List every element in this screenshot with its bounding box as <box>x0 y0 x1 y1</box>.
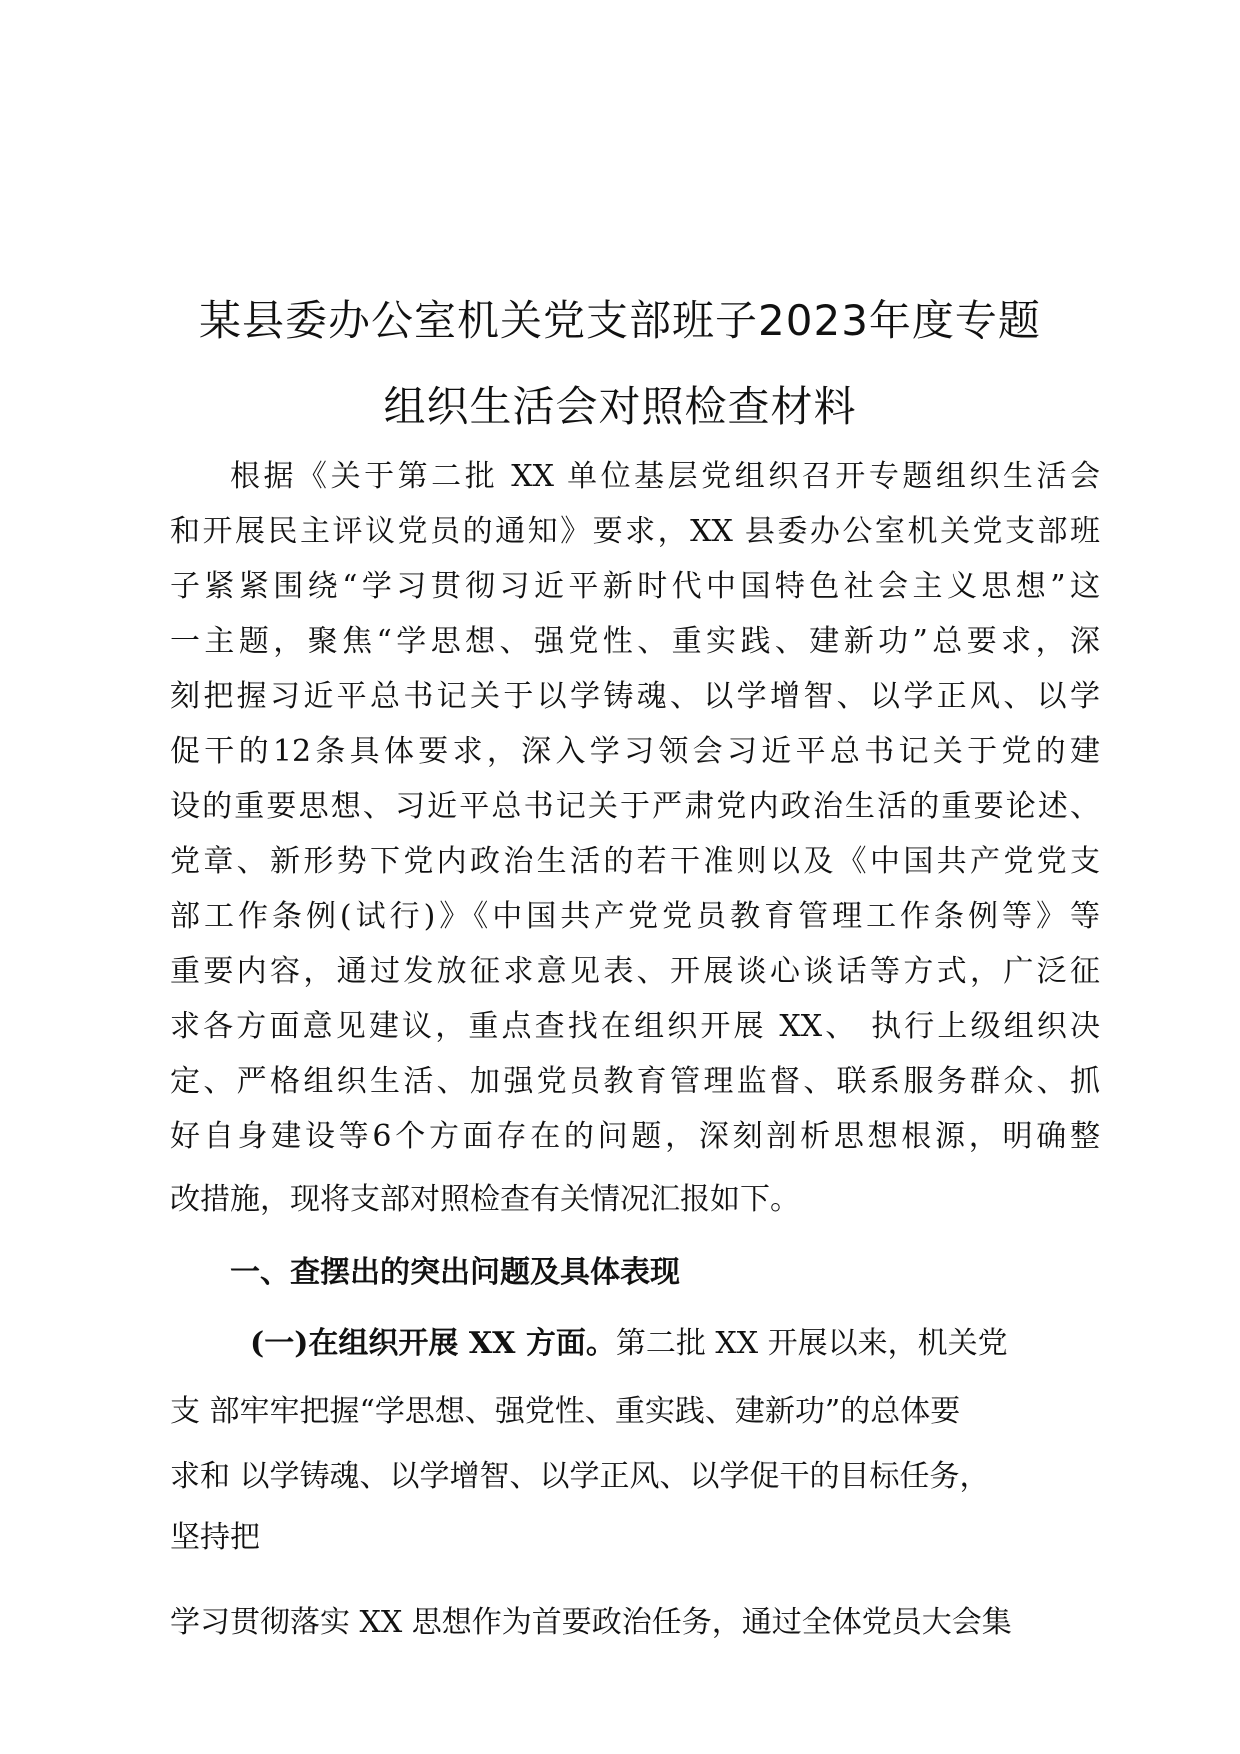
subsection-line-text: 第二批 XX 开展以来，机关党 <box>615 1326 1008 1361</box>
subsection-line <box>250 1326 1008 1361</box>
document-title-line-2: 组织生活会对照检查材料 <box>383 382 857 431</box>
intro-line: 根据《关于第二批 XX 单位基层党组织召开专题组织生活会 <box>230 459 1100 494</box>
intro-line: 设的重要思想、习近平总书记关于严肃党内政治生活的重要论述、 <box>170 789 1100 824</box>
subsection-line: 坚持把 <box>170 1520 260 1555</box>
intro-line: 刻把握习近平总书记关于以学铸魂、以学增智、以学正风、以学 <box>170 679 1100 714</box>
intro-line: 重要内容，通过发放征求意见表、开展谈心谈话等方式，广泛征 <box>170 954 1100 989</box>
intro-line: 和开展民主评议党员的通知》要求，XX 县委办公室机关党支部班 <box>170 514 1100 549</box>
document-title-line-1: 某县委办公室机关党支部班子2023年度专题 <box>199 296 1041 345</box>
subsection-line: 学习贯彻落实 XX 思想作为首要政治任务，通过全体党员大会集 <box>170 1605 1012 1640</box>
intro-line: 一主题，聚焦“学思想、强党性、重实践、建新功”总要求，深 <box>170 624 1100 659</box>
intro-line: 促干的12条具体要求，深入学习领会习近平总书记关于党的建 <box>170 734 1100 769</box>
intro-line: 定、严格组织生活、加强党员教育管理监督、联系服务群众、抓 <box>170 1064 1100 1099</box>
subsection-line: 求和 以学铸魂、以学增智、以学正风、以学促干的目标任务， <box>170 1459 990 1494</box>
intro-line: 求各方面意见建议，重点查找在组织开展 XX、 执行上级组织决 <box>170 1009 1100 1044</box>
intro-line: 改措施，现将支部对照检查有关情况汇报如下。 <box>170 1182 800 1217</box>
intro-line: 部工作条例(试行)》《中国共产党党员教育管理工作条例等》等 <box>170 899 1100 934</box>
subsection-lead: (一)在组织开展 XX 方面。 <box>250 1326 616 1361</box>
subsection-line: 支 部牢牢把握“学思想、强党性、重实践、建新功”的总体要 <box>170 1394 961 1429</box>
section-heading: 一、查摆出的突出问题及具体表现 <box>230 1255 680 1290</box>
intro-line: 好自身建设等6个方面存在的问题，深刻剖析思想根源，明确整 <box>170 1119 1100 1154</box>
intro-line: 子紧紧围绕“学习贯彻习近平新时代中国特色社会主义思想”这 <box>170 569 1100 604</box>
intro-line: 党章、新形势下党内政治生活的若干准则以及《中国共产党党支 <box>170 844 1100 879</box>
